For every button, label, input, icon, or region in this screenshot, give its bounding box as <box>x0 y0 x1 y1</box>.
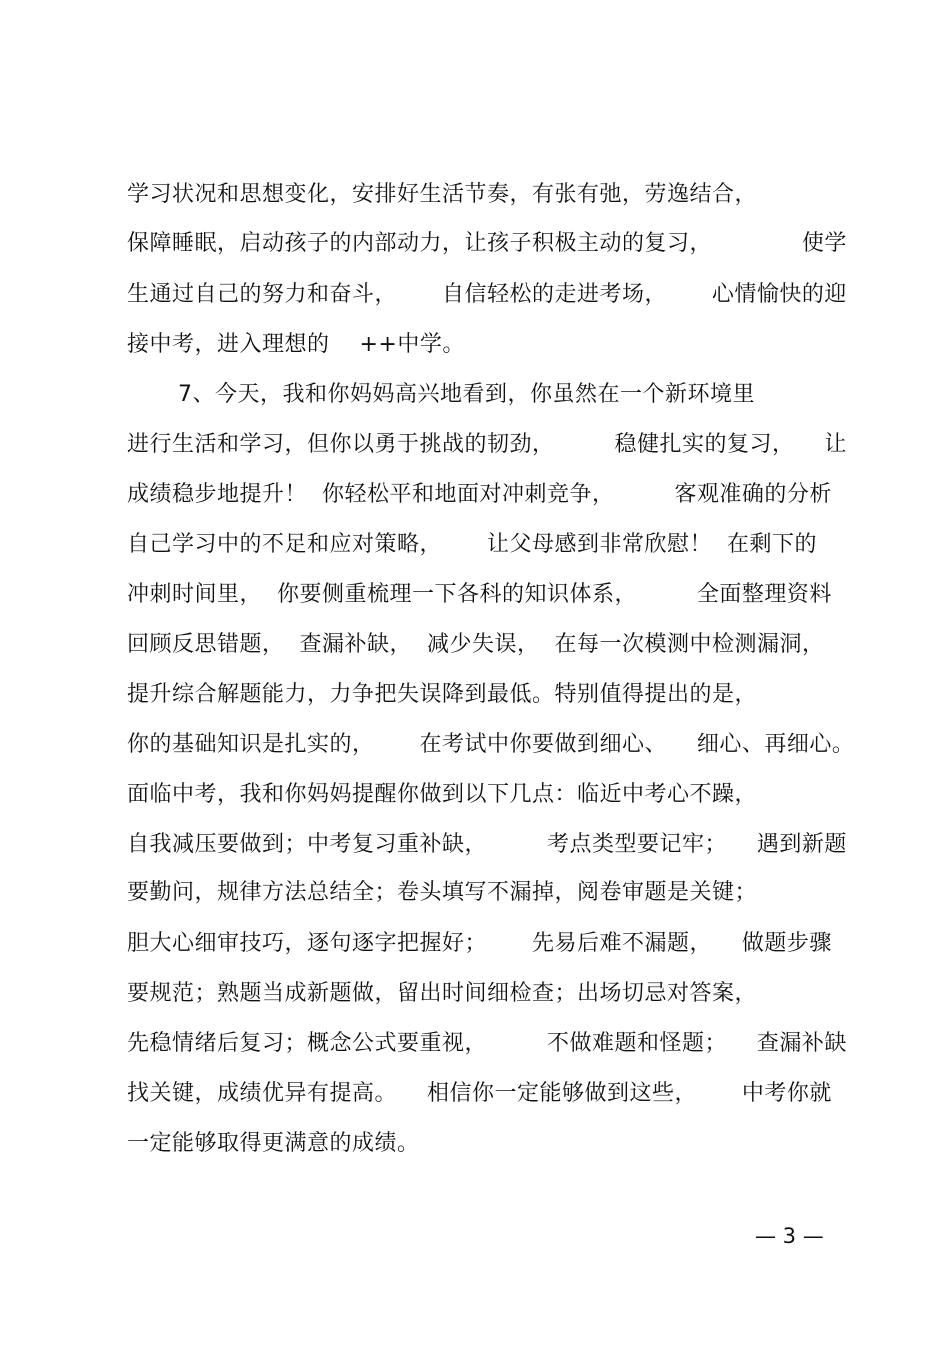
text-line-16: 胆大心细审技巧，逐句逐字把握好； 先易后难不漏题， 做题步骤 <box>127 931 832 956</box>
text-line-8: 自己学习中的不足和应对策略， 让父母感到非常欣慰！ 在剩下的 <box>127 532 817 557</box>
text-line-10: 回顾反思错题， 查漏补缺， 减少失误， 在每一次模测中检测漏洞， <box>127 632 825 657</box>
text-line-7: 成绩稳步地提升！ 你轻松平和地面对冲刺竞争， 客观准确的分析 <box>127 482 832 507</box>
text-line-20: 一定能够取得更满意的成绩。 <box>127 1131 420 1156</box>
text-line-19: 找关键，成绩优异有提高。 相信你一定能够做到这些， 中考你就 <box>127 1081 832 1106</box>
text-line-2: 保障睡眠，启动孩子的内部动力，让孩子积极主动的复习， 使学 <box>127 231 847 256</box>
text-line-17: 要规范；熟题当成新题做，留出时间细检查；出场切忌对答案， <box>127 981 758 1006</box>
text-line-3: 生通过自己的努力和奋斗， 自信轻松的走进考场， 心情愉快的迎 <box>127 282 847 307</box>
text-line-18: 先稳情绪后复习；概念公式要重视， 不做难题和怪题； 查漏补缺 <box>127 1031 847 1056</box>
text-line-12: 你的基础知识是扎实的， 在考试中你要做到细心、 细心、再细心。 <box>127 732 855 757</box>
text-line-14: 自我减压要做到；中考复习重补缺， 考点类型要记牢； 遇到新题 <box>127 832 847 857</box>
text-line-13: 面临中考，我和你妈妈提醒你做到以下几点：临近中考心不躁， <box>127 782 758 807</box>
text-line-1: 学习状况和思想变化，安排好生活节奏，有张有弛，劳逸结合， <box>127 182 758 207</box>
text-line-11: 提升综合解题能力，力争把失误降到最低。特别值得提出的是， <box>127 682 758 707</box>
text-line-5: 7、今天，我和你妈妈高兴地看到，你虽然在一个新环境里 <box>178 382 755 407</box>
text-line-9: 冲刺时间里， 你要侧重梳理一下各科的知识体系， 全面整理资料 <box>127 582 832 607</box>
page-number: — 3 — <box>755 1224 824 1248</box>
text-line-15: 要勤问，规律方法总结全；卷头填写不漏掉，阅卷审题是关键； <box>127 880 758 905</box>
text-line-6: 进行生活和学习，但你以勇于挑战的韧劲， 稳健扎实的复习， 让 <box>127 432 847 457</box>
text-line-4: 接中考，进入理想的 ++中学。 <box>127 332 465 357</box>
